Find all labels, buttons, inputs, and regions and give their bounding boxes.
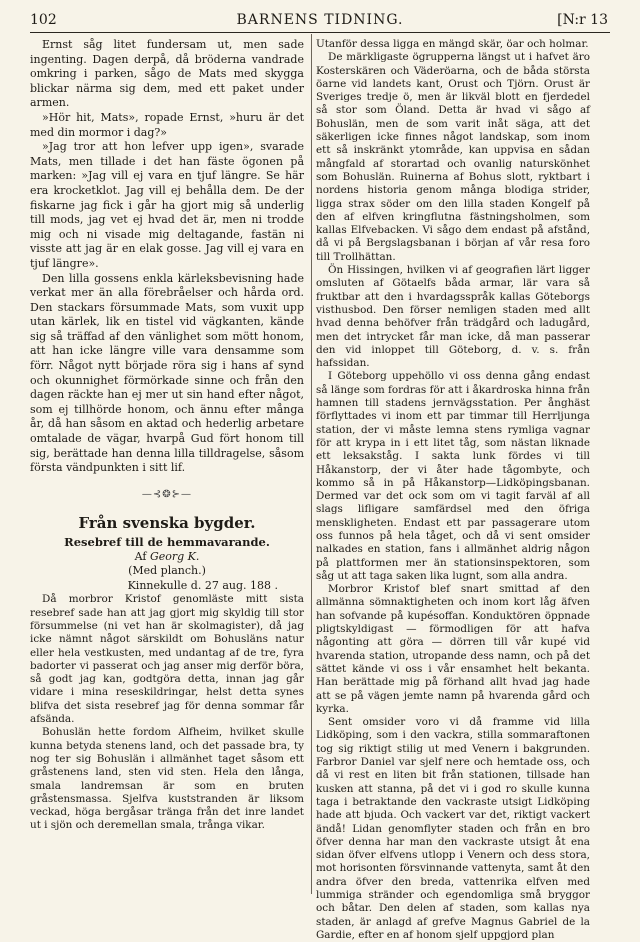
letter-paragraph: Då morbror Kristof genomläste mitt sista resebref sade han att jag gjort mig skyldig till stor försummelse (ni vet han är skolmagister), då jag icke nämnt något särskildt om Bohusläns natur eller hela vestkusten, med undantag af de tre, fyra badorter vi passerat och jag anser mig derför böra, så godt jag kan, godtgöra detta, innan jag går vidare i mina reseskildringar, helst detta synes blifva det sista resebref jag för denna sommar får afsända. <box>30 593 304 726</box>
right-column <box>316 38 590 942</box>
section-title: Från svenska bygder. <box>78 514 256 533</box>
page-header <box>30 8 610 33</box>
place-date: Kinnekulle d. 27 aug. 188 . <box>127 578 278 592</box>
letter-paragraph: Sent omsider voro vi då framme vid lilla Lidköping, som i den vackra, stilla sommaraftonen tog sig riktigt stilig ut med Venern i bakgrunden. Farbror Daniel var sjelf nere och hemtade oss, och då vi rest en liten bit från stationen, tillsade han kusken att stanna, på det vi i god ro skulle kunna taga i betraktande den vackraste utsigt Lidköping hade att bjuda. Och vackert var det, riktigt vackert ändå! Lidan genomflyter staden och från en bro öfver denna har man den vackraste utsigt åt ena sidan öfver elfvens utlopp i Venern och dess stora, mot horisonten försvinnande vattenyta, samt åt den andra öfver den breda, vattenrika elfven med lummiga stränder och egendomliga små bryggor och båtar. Den delen af staden, som kallas nya staden, är anlagd af grefve Magnus Gabriel de la Gardie, efter en af honom sjelf uppgjord plan <box>316 716 590 941</box>
page-number: 102 <box>30 12 57 28</box>
letter-paragraph: I Göteborg uppehöllo vi oss denna gång endast så länge som fordras för att i åkardroska hinna från hamnen till stadens jernvägsstation. Per ånghäst förflyttades vi inom ett par timmar till Herrljunga station, der vi måste lemna stens rymliga vagnar för att krypa in i ett litet tåg, som nästan liknade ett leksakståg. I sakta lunk fördes vi till Håkanstorp, der vi åter hade tågombyte, och kommo så in på Håkanstorp—Lidköpingsbanan. Dermed var det ock som om vi tagit farväl af all slags lifligare samfärdsel med den öfriga menskligheten. Endast ett par passagerare utom oss funnos på hela tåget, och då vi sent omsider nalkades en station, fans i allmänhet aldrig någon på plattformen mer än stationsinspektoren, som såg ut att taga saken lika lugnt, som alla andra. <box>316 370 590 582</box>
section-ornament: —⊰❂⊱— <box>141 488 193 500</box>
letter-paragraph: De märkligaste ögrupperna längst ut i hafvet äro Kosterskären och Väderöarna, och de båda största öarne vid landets kant, Orust och Tjörn. Orust är Sveriges tredje ö, men är likväl blott en fjerdedel så stor som Öland. Detta är hvad vi sågo af Bohuslän, men de som varit inåt säga, att det säkerligen icke finnes något landskap, som inom ett så inskränkt ytområde, kan uppvisa en sådan mångfald af storartad och ovanlig naturskönhet som Bohuslän. Ruinerna af Bohus slott, ryktbart i nordens historia genom många blodiga strider, ligga strax söder om den lilla staden Kongelf på den af elfven kringflutna fästningsholmen, som kallas Elfvebacken. Vi sågo dem endast på afstånd, då vi på Bergslagsbanan i början af vår resa foro till Trollhättan. <box>316 51 590 263</box>
author-line <box>30 550 304 565</box>
story-paragraph: Ernst såg litet fundersam ut, men sade ingenting. Dagen derpå, då bröderna vandrade omkring i parken, sågo de Mats med skygga blickar närma sig dem, med ett paket under armen. <box>30 38 304 110</box>
letter-paragraph: Ön Hissingen, hvilken vi af geografien lärt ligger omsluten af Götaelfs båda armar, lär vara så fruktbar att den i hvardagsspråk kallas Göteborgs visthusbod. Den förser nemligen staden med allt hvad denna behöfver från trädgård och ladugård, men det intrycket får man icke, då man passerar den vid inloppet till Göteborg, d. v. s. från hafssidan. <box>316 264 590 370</box>
letter-paragraph: Bohuslän hette fordom Alfheim, hvilket skulle kunna betyda stenens land, och det passade bra, ty nog ter sig Bohuslän i allmänhet taget såsom ett gråstenens land, sten vid sten. Hela den långa, smala landremsan är som en bruten gråstensmassa. Sjelfva kuststranden är liksom veckad, höga bergåsar tränga från det inre landet ut i sjön och deremellan smala, trånga vikar. <box>30 726 304 832</box>
story-paragraph: »Jag tror att hon lefver upp igen», svarade Mats, men tillade i det han fäste ögonen på marken: »Jag vill ej vara en tjuf längre. Se här era krocketklot. Jag vill ej behålla dem. De der fiskarne jag fick i går ha gjort mig så underlig till mods, jag vet ej hvad det är, men ni trodde mig och ni visade mig deltagande, fastän ni visste att jag är en elak gosse. Jag vill ej vara en tjuf längre». <box>30 140 304 270</box>
author-name: Georg K. <box>149 549 200 563</box>
publication-title: BARNENS TIDNING. <box>236 12 404 28</box>
issue-number: [N:r 13 <box>557 12 608 28</box>
left-column <box>30 38 304 833</box>
plate-note: (Med planch.) <box>128 564 206 578</box>
letter-paragraph: Utanför dessa ligga en mängd skär, öar och holmar. <box>316 38 589 50</box>
section-subtitle: Resebref till de hemmavarande. <box>64 535 270 549</box>
column-divider <box>311 34 312 894</box>
story-paragraph: »Hör hit, Mats», ropade Ernst, »huru är det med din mormor i dag?» <box>30 110 304 139</box>
letter-paragraph: Morbror Kristof blef snart smittad af den allmänna sömnaktigheten och inom kort låg äfven han sofvande på kupésoffan. Konduktören öppnade pligtskyldigast — förmodligen för att hafva någonting att göra — dörren till vår kupé vid hvarenda station, utropande dess namn, och på det sättet kände vi oss i vår ensamhet helt bekanta. Han berättade mig på förhand allt hvad jag hade att se på vägen jemte namn på hvarenda gård och kyrka. <box>316 583 590 715</box>
author-prefix: Af <box>134 549 147 563</box>
story-paragraph: Den lilla gossens enkla kärleksbevisning hade verkat mer än alla förebråelser och hårda ord. Den stackars försummade Mats, som vuxit upp utan kärlek, lik en tistel vid vägkanten, kände sig så träffad af den vänlighet som mött honom, att han icke längre ville vara densamme som förr. Något nytt började röra sig i hans af synd och okunnighet förmörkade sinne och från den dagen räckte han ej mer ut sin hand efter något, som ej tillhörde honom, och ännu efter många år, då han såsom en aktad och hederlig arbetare omtalade de vägar, hvarpå Gud fört honom till sig, berättade han denna lilla tilldragelse, såsom första vändpunkten i sitt lif. <box>30 271 304 475</box>
